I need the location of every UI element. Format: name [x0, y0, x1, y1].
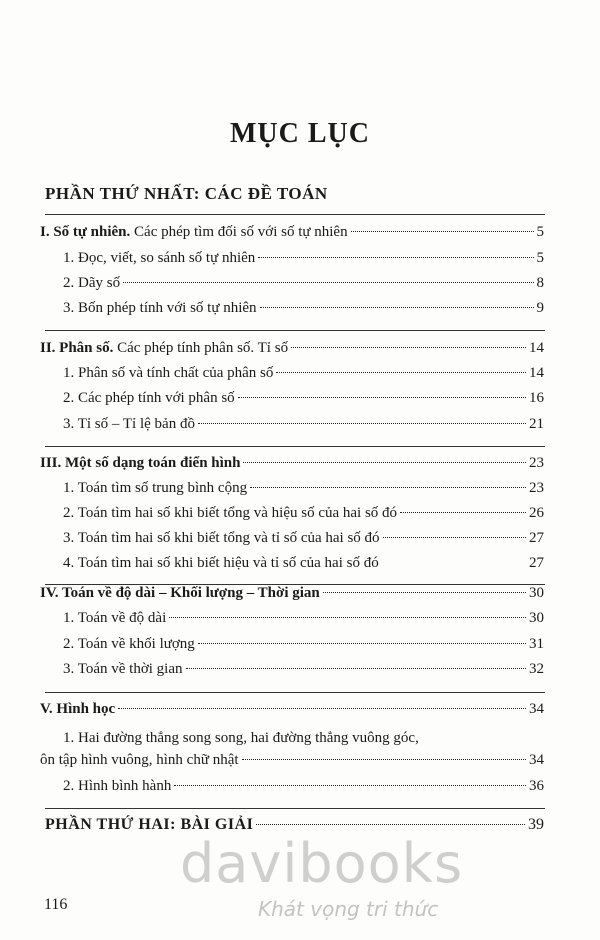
page-number: 116 — [44, 896, 68, 913]
item-label: 1. Đọc, viết, so sánh số tự nhiên — [63, 250, 256, 266]
leader-dots — [400, 512, 526, 513]
section-subtitle: Các phép tìm đối số với số tự nhiên — [130, 224, 348, 240]
leader-dots — [383, 537, 526, 538]
divider — [45, 808, 545, 809]
section-heading: II. Phân số. — [40, 340, 114, 356]
toc-item — [63, 275, 544, 297]
item-label: 1. Toán tìm số trung bình cộng — [63, 480, 248, 496]
page-ref: 21 — [529, 416, 544, 432]
toc-item — [63, 530, 544, 552]
leader-dots — [198, 643, 526, 644]
toc-item — [63, 555, 544, 577]
toc-section-2 — [40, 340, 544, 362]
toc-item — [63, 778, 544, 800]
toc-item — [63, 300, 544, 322]
toc-item — [63, 505, 544, 527]
item-label: 3. Tỉ số – Tỉ lệ bản đồ — [63, 416, 195, 432]
toc-item — [63, 416, 544, 438]
part-one-heading: PHẦN THỨ NHẤT: CÁC ĐỀ TOÁN — [45, 184, 328, 203]
page-ref: 34 — [529, 752, 544, 768]
leader-dots — [382, 562, 526, 563]
leader-dots — [174, 785, 526, 786]
page-ref: 14 — [529, 365, 544, 381]
watermark-tagline: Khát vọng tri thức — [258, 897, 439, 921]
page-ref: 23 — [529, 480, 544, 496]
item-label: 1. Toán về độ dài — [63, 610, 167, 626]
leader-dots — [250, 487, 526, 488]
page-ref: 27 — [529, 530, 544, 546]
section-subtitle: Các phép tính phân số. Tỉ số — [113, 340, 289, 356]
toc-item — [63, 480, 544, 502]
section-heading: V. Hình học — [40, 701, 116, 717]
leader-dots — [260, 307, 534, 308]
toc-item — [63, 661, 544, 683]
item-label: 1. Phân số và tính chất của phân số — [63, 365, 274, 381]
leader-dots — [238, 397, 526, 398]
item-label: 2. Hình bình hành — [63, 778, 172, 794]
leader-dots — [256, 824, 525, 825]
leader-dots — [323, 592, 526, 593]
toc-item — [63, 610, 544, 632]
watermark-logo: davibooks — [180, 832, 464, 895]
page-ref: 5 — [536, 224, 544, 240]
page-ref: 9 — [536, 300, 544, 316]
section-heading: III. Một số dạng toán điển hình — [40, 455, 241, 471]
part-two-heading: PHẦN THỨ HAI: BÀI GIẢI — [45, 816, 254, 833]
item-label: 3. Toán tìm hai số khi biết tổng và tỉ số của hai số đó — [63, 530, 380, 546]
page-ref: 32 — [529, 661, 544, 677]
leader-dots — [186, 668, 526, 669]
leader-dots — [258, 257, 533, 258]
page-ref: 16 — [529, 390, 544, 406]
toc-item — [63, 365, 544, 387]
toc-section-4 — [40, 585, 544, 607]
leader-dots — [198, 423, 526, 424]
page-ref: 31 — [529, 636, 544, 652]
item-label: 2. Toán về khối lượng — [63, 636, 195, 652]
page-ref: 34 — [529, 701, 544, 717]
toc-item — [63, 390, 544, 412]
toc-section-3 — [40, 455, 544, 477]
page-ref: 26 — [529, 505, 544, 521]
divider — [45, 214, 545, 215]
page-ref: 5 — [536, 250, 544, 266]
item-label: 2. Các phép tính với phân số — [63, 390, 235, 406]
toc-section-1 — [40, 224, 544, 246]
toc-item — [40, 752, 544, 774]
item-label: 3. Bốn phép tính với số tự nhiên — [63, 300, 257, 316]
leader-dots — [291, 347, 526, 348]
leader-dots — [276, 372, 526, 373]
page-title: MỤC LỤC — [230, 118, 370, 149]
leader-dots — [351, 231, 534, 232]
toc-item — [63, 250, 544, 272]
item-label: 4. Toán tìm hai số khi biết hiệu và tỉ số của hai số đó — [63, 555, 379, 571]
page-ref: 36 — [529, 778, 544, 794]
toc-item-label-line: 1. Hai đường thẳng song song, hai đường thẳng vuông góc, — [63, 730, 419, 746]
divider — [45, 692, 545, 693]
item-label: 2. Dãy số — [63, 275, 121, 291]
item-label: ôn tập hình vuông, hình chữ nhật — [40, 752, 239, 768]
page-ref: 8 — [536, 275, 544, 291]
section-heading: I. Số tự nhiên. — [40, 224, 131, 240]
divider — [45, 446, 545, 447]
leader-dots — [118, 708, 526, 709]
leader-dots — [242, 759, 526, 760]
leader-dots — [169, 617, 526, 618]
leader-dots — [243, 462, 526, 463]
page-ref: 39 — [528, 816, 544, 833]
leader-dots — [123, 282, 533, 283]
divider — [45, 330, 545, 331]
toc-section-5 — [40, 701, 544, 723]
page-ref: 14 — [529, 340, 544, 356]
item-label: 2. Toán tìm hai số khi biết tổng và hiệu số của hai số đó — [63, 505, 398, 521]
page-ref: 30 — [529, 610, 544, 626]
section-heading: IV. Toán về độ dài – Khối lượng – Thời gian — [40, 585, 320, 601]
page-ref: 23 — [529, 455, 544, 471]
page-ref: 30 — [529, 585, 544, 601]
toc-item — [63, 636, 544, 658]
item-label: 3. Toán về thời gian — [63, 661, 183, 677]
page-ref: 27 — [529, 555, 544, 571]
